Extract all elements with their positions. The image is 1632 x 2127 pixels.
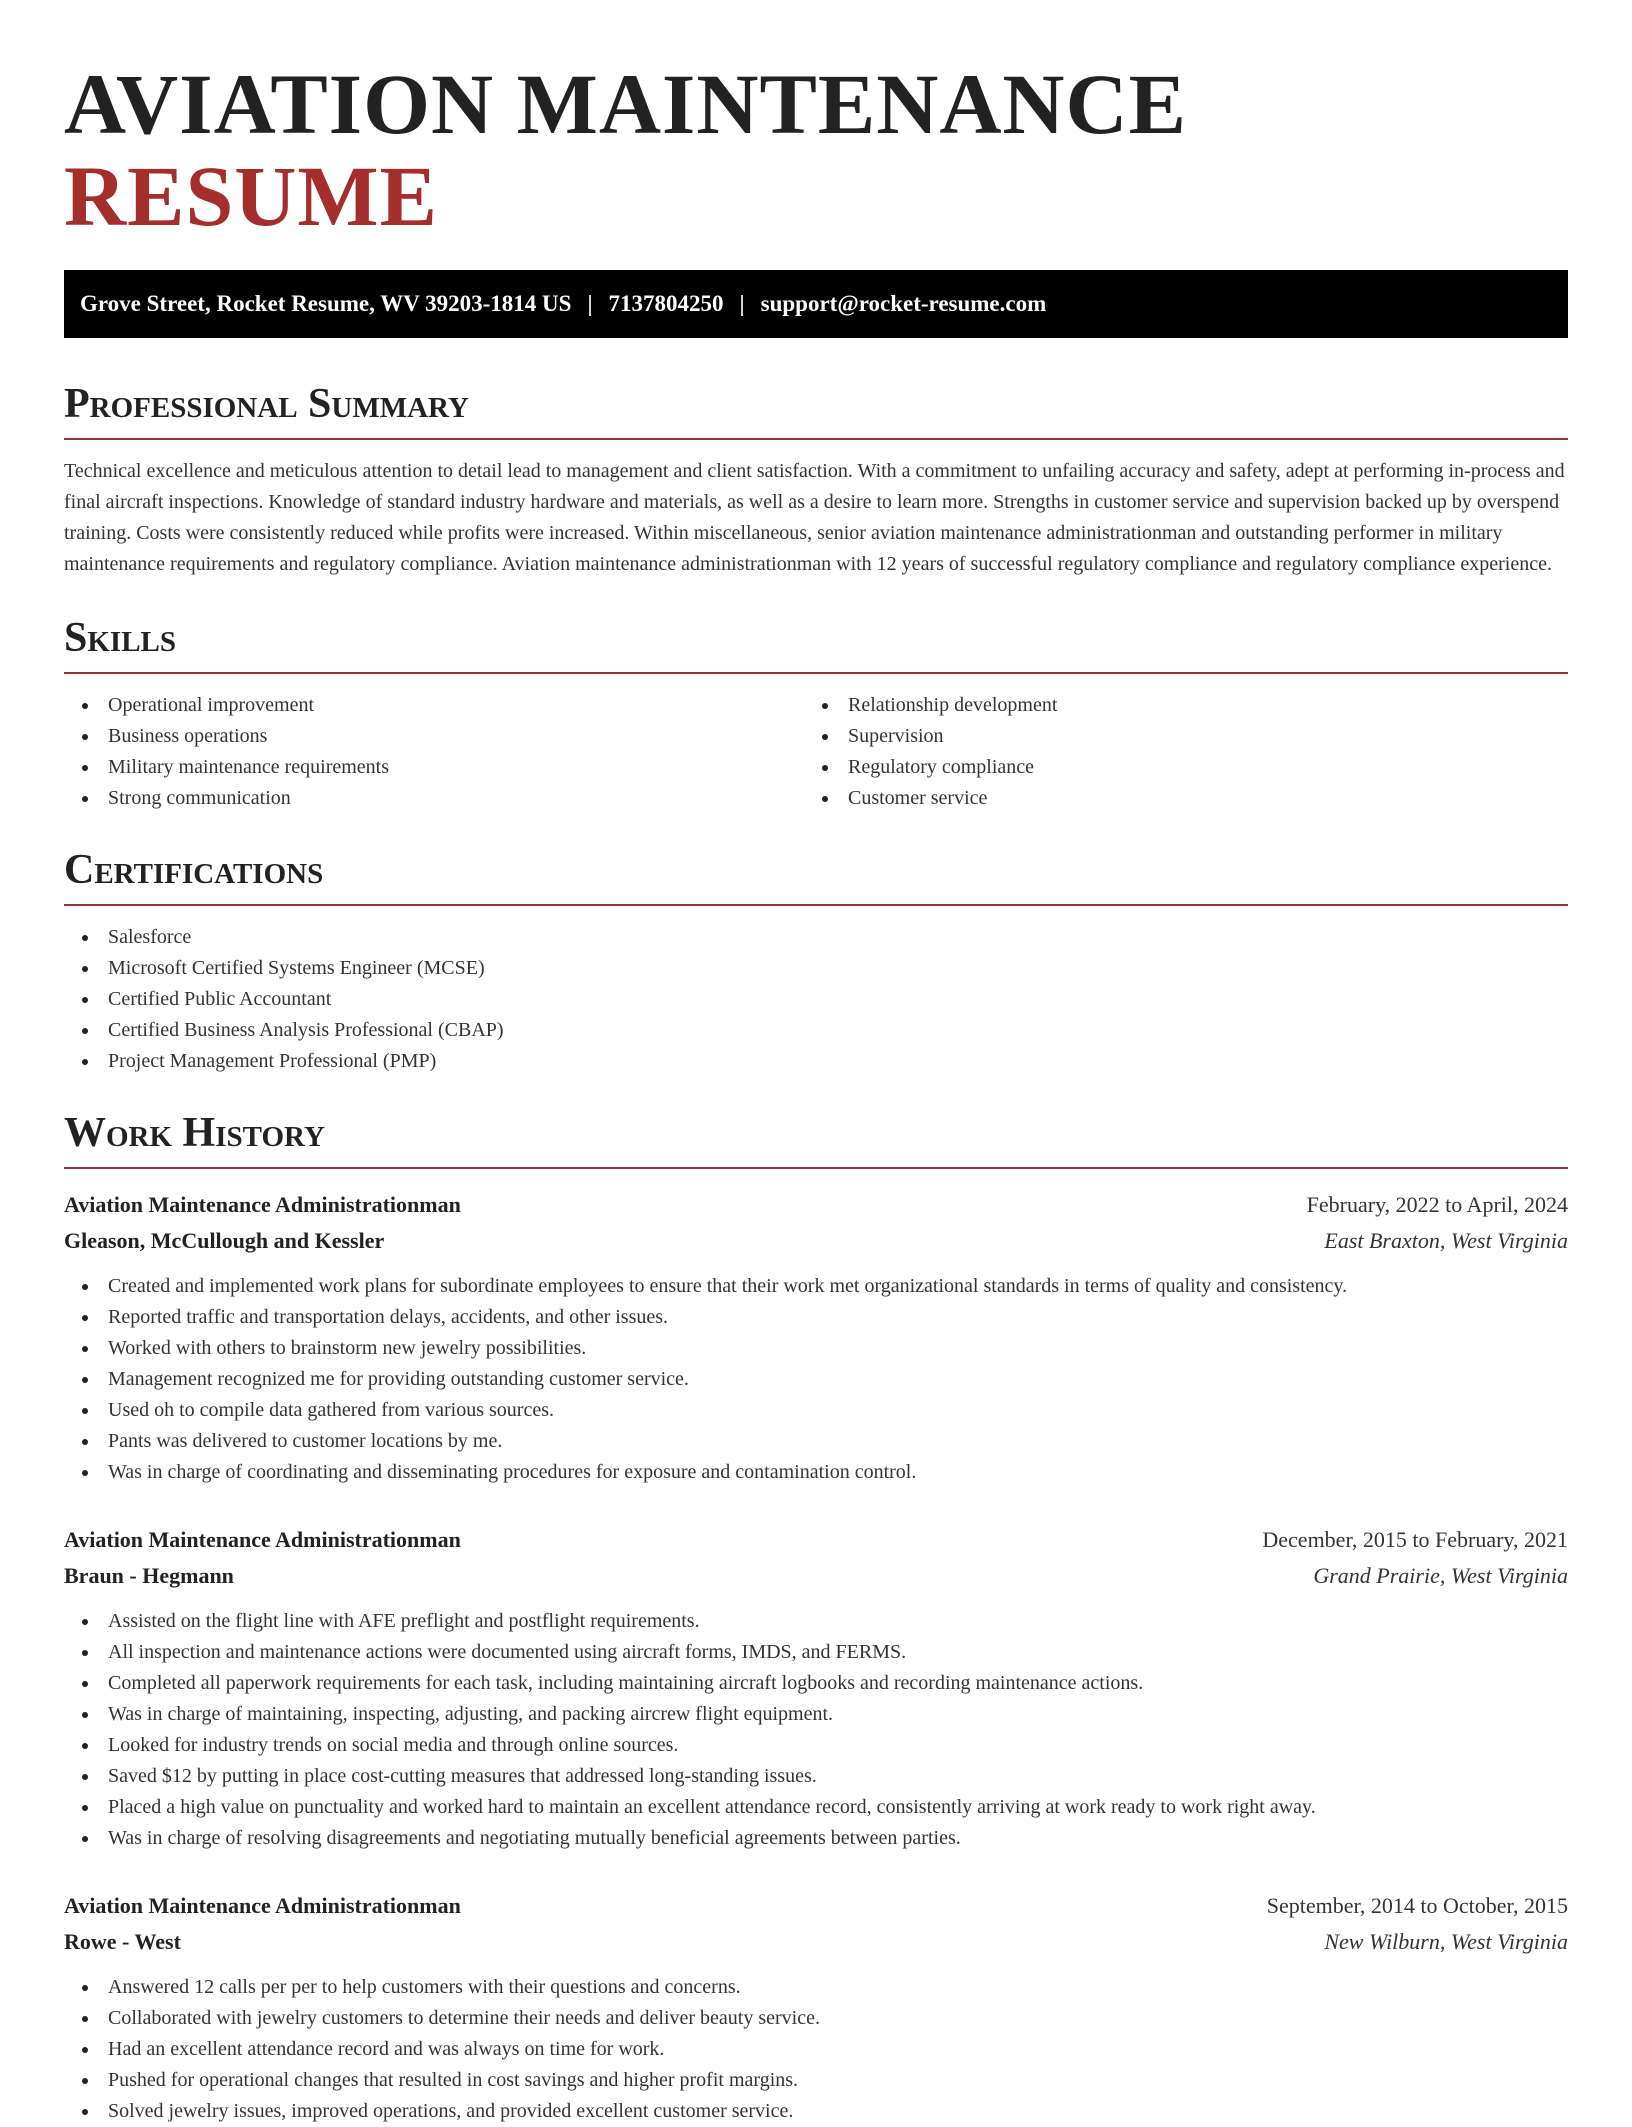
job-company-row bbox=[64, 1924, 1568, 1960]
job-bullet: Looked for industry trends on social media and through online sources. bbox=[64, 1730, 1568, 1761]
skills-list-left bbox=[64, 690, 804, 814]
job-bullet: Created and implemented work plans for subordinate employees to ensure that their work met organizational standards in terms of quality and consistency. bbox=[64, 1271, 1568, 1302]
title-accent: RESUME bbox=[64, 148, 438, 244]
title-main: AVIATION MAINTENANCE bbox=[64, 56, 1188, 152]
job-bullet: Placed a high value on punctuality and worked hard to maintain an excellent attendance record, consistently arriving at work ready to work right away. bbox=[64, 1792, 1568, 1823]
contact-phone: 7137804250 bbox=[608, 291, 724, 316]
skill-item: Customer service bbox=[804, 783, 1544, 814]
job-location: East Braxton, West Virginia bbox=[1324, 1228, 1568, 1253]
skills-grid bbox=[64, 690, 1568, 814]
job-header-row bbox=[64, 1187, 1568, 1223]
job-entry bbox=[64, 1888, 1568, 2127]
job-location: Grand Prairie, West Virginia bbox=[1313, 1563, 1568, 1588]
skill-item: Operational improvement bbox=[64, 690, 804, 721]
job-bullet: Was in charge of coordinating and disseminating procedures for exposure and contamination control. bbox=[64, 1457, 1568, 1488]
certification-item: Salesforce bbox=[64, 922, 1568, 953]
job-title: Aviation Maintenance Administrationman bbox=[64, 1527, 461, 1552]
contact-email: support@rocket-resume.com bbox=[760, 291, 1047, 316]
job-bullet: Collaborated with jewelry customers to determine their needs and deliver beauty service. bbox=[64, 2003, 1568, 2034]
job-bullets bbox=[64, 1271, 1568, 1488]
job-bullet: Assisted on the flight line with AFE preflight and postflight requirements. bbox=[64, 1606, 1568, 1637]
skill-item: Relationship development bbox=[804, 690, 1544, 721]
job-header-row bbox=[64, 1522, 1568, 1558]
contact-bar bbox=[64, 270, 1568, 338]
job-header-row bbox=[64, 1888, 1568, 1924]
contact-separator: | bbox=[739, 291, 745, 316]
skill-item: Strong communication bbox=[64, 783, 804, 814]
skill-item: Business operations bbox=[64, 721, 804, 752]
job-bullet: Pants was delivered to customer locations by me. bbox=[64, 1426, 1568, 1457]
job-company: Rowe - West bbox=[64, 1929, 181, 1954]
job-bullet: Pushed for operational changes that resulted in cost savings and higher profit margins. bbox=[64, 2065, 1568, 2096]
job-location: New Wilburn, West Virginia bbox=[1324, 1929, 1568, 1954]
job-bullets bbox=[64, 1972, 1568, 2127]
contact-address: Grove Street, Rocket Resume, WV 39203-1814 US bbox=[80, 291, 572, 316]
certifications-list bbox=[64, 922, 1568, 1077]
job-company: Braun - Hegmann bbox=[64, 1563, 234, 1588]
summary-heading: Professional Summary bbox=[64, 380, 1568, 440]
job-bullet: Completed all paperwork requirements for each task, including maintaining aircraft logbooks and recording maintenance actions. bbox=[64, 1668, 1568, 1699]
job-bullet: Worked with others to brainstorm new jewelry possibilities. bbox=[64, 1333, 1568, 1364]
skill-item: Military maintenance requirements bbox=[64, 752, 804, 783]
job-bullet: Used oh to compile data gathered from various sources. bbox=[64, 1395, 1568, 1426]
job-bullet: Solved jewelry issues, improved operations, and provided excellent customer service. bbox=[64, 2096, 1568, 2127]
job-dates: September, 2014 to October, 2015 bbox=[1266, 1893, 1568, 1918]
certification-item: Certified Public Accountant bbox=[64, 984, 1568, 1015]
job-entry bbox=[64, 1187, 1568, 1488]
job-bullet: Had an excellent attendance record and was always on time for work. bbox=[64, 2034, 1568, 2065]
job-bullet: Was in charge of maintaining, inspecting, adjusting, and packing aircrew flight equipment. bbox=[64, 1699, 1568, 1730]
job-bullet: Management recognized me for providing outstanding customer service. bbox=[64, 1364, 1568, 1395]
skill-item: Regulatory compliance bbox=[804, 752, 1544, 783]
resume-title bbox=[64, 58, 1568, 242]
job-bullet: Was in charge of resolving disagreements and negotiating mutually beneficial agreements between parties. bbox=[64, 1823, 1568, 1854]
job-bullet: Saved $12 by putting in place cost-cutting measures that addressed long-standing issues. bbox=[64, 1761, 1568, 1792]
job-dates: February, 2022 to April, 2024 bbox=[1306, 1192, 1568, 1217]
job-entry bbox=[64, 1522, 1568, 1854]
job-title: Aviation Maintenance Administrationman bbox=[64, 1893, 461, 1918]
certification-item: Project Management Professional (PMP) bbox=[64, 1046, 1568, 1077]
job-company: Gleason, McCullough and Kessler bbox=[64, 1228, 385, 1253]
skills-list-right bbox=[804, 690, 1544, 814]
certifications-heading: Certifications bbox=[64, 846, 1568, 906]
contact-separator: | bbox=[587, 291, 593, 316]
job-dates: December, 2015 to February, 2021 bbox=[1262, 1527, 1568, 1552]
job-company-row bbox=[64, 1558, 1568, 1594]
skill-item: Supervision bbox=[804, 721, 1544, 752]
certification-item: Microsoft Certified Systems Engineer (MCSE) bbox=[64, 953, 1568, 984]
summary-text: Technical excellence and meticulous attention to detail lead to management and client satisfaction. With a commitment to unfailing accuracy and safety, adept at performing in-process and final aircraft inspections. Knowledge of standard industry hardware and materials, as well as a desire to learn more. Strengths in customer service and supervision backed up by overspend training. Costs were consistently reduced while profits were increased. Within miscellaneous, senior aviation maintenance administrationman and outstanding performer in military maintenance requirements and regulatory compliance. Aviation maintenance administrationman with 12 years of successful regulatory compliance and regulatory compliance experience. bbox=[64, 460, 1565, 575]
job-company-row bbox=[64, 1223, 1568, 1259]
job-bullet: All inspection and maintenance actions were documented using aircraft forms, IMDS, and FERMS. bbox=[64, 1637, 1568, 1668]
job-bullet: Answered 12 calls per per to help customers with their questions and concerns. bbox=[64, 1972, 1568, 2003]
work-history-heading: Work History bbox=[64, 1109, 1568, 1169]
job-bullets bbox=[64, 1606, 1568, 1854]
job-bullet: Reported traffic and transportation delays, accidents, and other issues. bbox=[64, 1302, 1568, 1333]
skills-heading: Skills bbox=[64, 614, 1568, 674]
certification-item: Certified Business Analysis Professional (CBAP) bbox=[64, 1015, 1568, 1046]
job-title: Aviation Maintenance Administrationman bbox=[64, 1192, 461, 1217]
